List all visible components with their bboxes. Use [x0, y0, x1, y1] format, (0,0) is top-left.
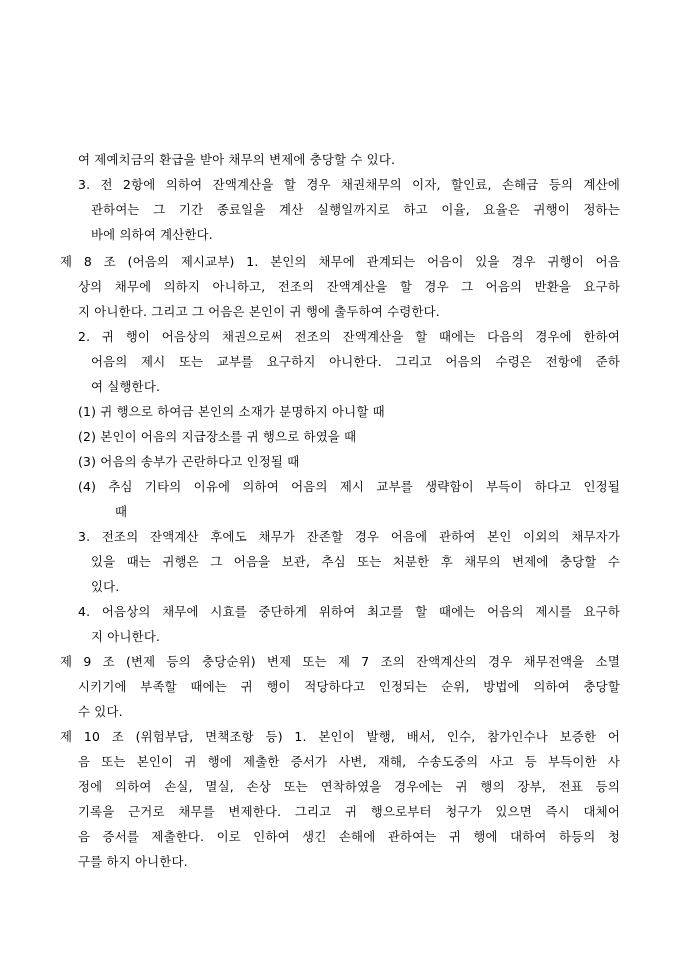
text-line: 관하여는 그 기간 종료일을 계산 실행일까지로 하고 이율, 요율은 귀행이 정하는 [91, 202, 620, 217]
list-item: (2) 본인이 어음의 지급장소를 귀 행으로 하였을 때 [78, 429, 357, 444]
text-line: 4. 어음상의 채무에 시효를 중단하게 위하여 최고를 할 때에는 어음의 제시를 요구하 [78, 604, 620, 619]
text-line: 수 있다. [78, 704, 123, 719]
text-line: 어음의 제시 또는 교부를 요구하지 아니한다. 그리고 어음의 수령은 전항에 준하 [91, 354, 620, 369]
text-line: 있을 때는 귀행은 그 어음을 보관, 추심 또는 처분한 후 채무의 변제에 충당할 수 [91, 554, 620, 569]
text-line: 상의 채무에 의하지 아니하고, 전조의 잔액계산을 할 경우 그 어음의 반환을 요구하 [78, 279, 620, 294]
text-line: 3. 전조의 잔액계산 후에도 채무가 잔존할 경우 어음에 관하여 본인 이외의 채무자가 [78, 529, 620, 544]
list-item: (3) 어음의 송부가 곤란하다고 인정될 때 [78, 454, 300, 469]
text-line: 여 실행한다. [91, 379, 161, 394]
article-heading-9: 제 9 조 (변제 등의 충당순위) 변제 또는 제 7 조의 잔액계산의 경우 채무전액을 소멸 [60, 654, 620, 669]
text-line: 여 제예치금의 환급을 받아 채무의 변제에 충당할 수 있다. [78, 152, 396, 167]
text-line: 때 [115, 504, 128, 519]
text-line: 지 아니한다. 그리고 그 어음은 본인이 귀 행에 출두하여 수령한다. [78, 304, 440, 319]
text-line: 정에 의하여 손실, 멸실, 손상 또는 연착하였을 경우에는 귀 행의 장부, 전표 등의 [78, 779, 620, 794]
text-line: 시키기에 부족할 때에는 귀 행이 적당하다고 인정되는 순위, 방법에 의하여 충당할 [78, 679, 620, 694]
text-line: 구를 하지 아니한다. [78, 854, 188, 869]
text-line: 지 아니한다. [91, 629, 161, 644]
text-line: 음 증서를 제출한다. 이로 인하여 생긴 손해에 관하여는 귀 행에 대하여 하등의 청 [78, 829, 620, 844]
article-heading-8: 제 8 조 (어음의 제시교부) 1. 본인의 채무에 관계되는 어음이 있을 경우 귀행이 어음 [60, 254, 620, 269]
article-heading-10: 제 10 조 (위험부담, 면책조항 등) 1. 본인이 발행, 배서, 인수, 참가인수나 보증한 어 [60, 729, 620, 744]
text-line: 기록을 근거로 채무를 변제한다. 그리고 귀 행으로부터 청구가 있으면 즉시 대체어 [78, 804, 620, 819]
text-line: 바에 의하여 계산한다. [91, 227, 213, 242]
text-line: 음 또는 본인이 귀 행에 제출한 증서가 사변, 재해, 수송도중의 사고 등 부득이한 사 [78, 754, 620, 769]
list-item: (1) 귀 행으로 하여금 본인의 소재가 분명하지 아니할 때 [78, 404, 385, 419]
list-item: (4) 추심 기타의 이유에 의하여 어음의 제시 교부를 생략함이 부득이 하다고 인정될 [78, 479, 620, 494]
text-line: 3. 전 2항에 의하여 잔액계산을 할 경우 채권채무의 이자, 할인료, 손해금 등의 계산에 [78, 177, 620, 192]
text-line: 2. 귀 행이 어음상의 채권으로써 전조의 잔액계산을 할 때에는 다음의 경우에 한하여 [78, 329, 620, 344]
text-line: 있다. [91, 579, 120, 594]
